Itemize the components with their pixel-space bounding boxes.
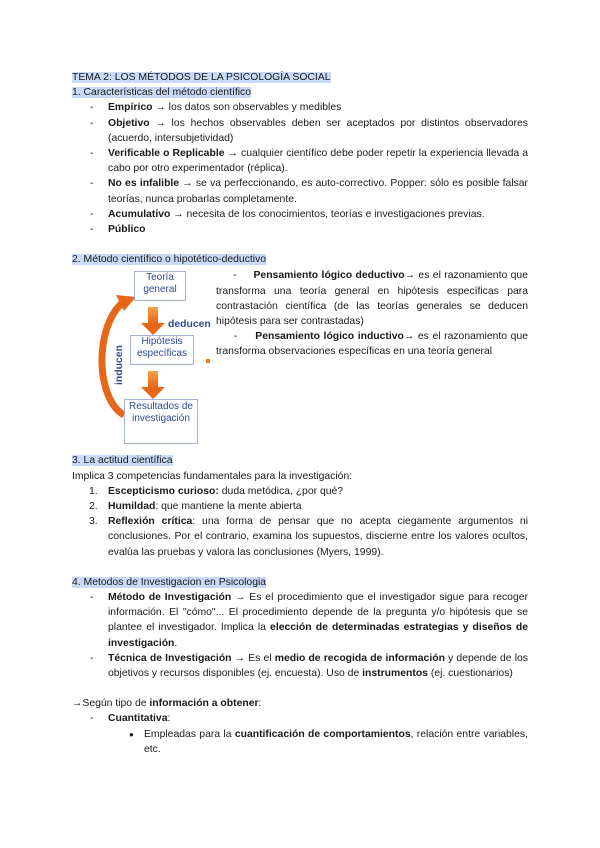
result-arrow-shaft [148, 371, 158, 387]
theory-box: Teoría general [134, 271, 186, 301]
section-1-heading: 1. Características del método científico [72, 87, 252, 99]
list-item: - Público [72, 222, 528, 237]
document-page [72, 70, 528, 757]
method-diagram-block [72, 267, 528, 453]
list-item: 3. Reflexión crítica: una forma de pensar que no acepta ciegamente argumentos ni conclusiones. Por el contrario, examina los supuestos, discierne entre los valores ocultos, evalúa las pruebas y valora las conclusiones (Myers, 1999). [89, 516, 529, 558]
document-title: TEMA 2: LOS MÉTODOS DE LA PSICOLOGÍA SOCIAL [72, 72, 331, 83]
hypotheses-box: Hipótesis específicas [130, 335, 194, 365]
section-4-heading: 4. Metodos de Investigacion en Psicologia [72, 576, 267, 588]
deduce-arrow-shaft [148, 307, 158, 323]
list-item: 2. Humildad: que mantiene la mente abierta [89, 501, 302, 513]
section-2-heading: 2. Método científico o hipotético-deductivo [72, 254, 267, 266]
list-item: 1. Escepticismo curioso: duda metódica, ¿por qué? [89, 485, 344, 497]
hypothetico-deductive-diagram [92, 269, 222, 447]
info-type-list [72, 711, 528, 726]
list-item: - Pensamiento lógico inductivo→ es el razonamiento que transforma observaciones específicas en una teoría general [216, 331, 528, 358]
section-1-list [72, 100, 528, 237]
info-type-intro: →Según tipo de información a obtener: [72, 698, 262, 710]
inducen-label: inducen [114, 345, 125, 386]
list-item: - No es infalible → se va perfeccionando, es auto-correctivo. Popper: sólo es posible falsar teorías, nunca probarlas completamente. [72, 176, 528, 206]
section-3-intro: Implica 3 competencias fundamentales para la investigación: [72, 470, 353, 482]
results-box: Resultados de investigación [124, 399, 198, 444]
deducen-label: deducen [168, 319, 211, 331]
section-3-list [72, 484, 528, 560]
list-item: - Acumulativo → necesita de los conocimientos, teorías e investigaciones previas. [72, 207, 528, 222]
section-4-list [72, 590, 528, 681]
list-item: - Técnica de Investigación → Es el medio de recogida de información y depende de los objetivos y recursos disponibles (ej. encuesta). Uso de instrumentos (ej. cuestionarios) [72, 651, 528, 681]
section-3-heading: 3. La actitud científica [72, 455, 173, 467]
list-item: - Cuantitativa: [72, 711, 528, 726]
reasoning-descriptions [216, 268, 528, 359]
list-item: - Empírico → los datos son observables y medibles [72, 100, 528, 115]
quantitative-bullets [72, 727, 528, 757]
list-item: - Método de Investigación → Es el procedimiento que el investigador sigue para recoger información. El "cómo"... El procedimiento depende de la pregunta y/o hipótesis que se plantee el investigador. Implica la elección de determinadas estrategias y diseños de investigación. [72, 590, 528, 651]
deduce-arrow-head [141, 323, 165, 335]
orange-dot [206, 359, 210, 363]
list-item: - Pensamiento lógico deductivo→ es el razonamiento que transforma una teoría general en hipótesis específicas para contrastación científica (de las teorías generales se deducen hipótesis para ser contrastadas) [216, 270, 528, 328]
result-arrow-head [141, 387, 165, 399]
list-item: - Objetivo → los hechos observables deben ser aceptados por distintos observadores (acuerdo, intersubjetividad) [72, 116, 528, 146]
list-item: ● Empleadas para la cuantificación de comportamientos, relación entre variables, etc. [72, 727, 528, 757]
list-item: - Verificable o Replicable → cualquier científico debe poder repetir la experiencia llevada a cabo por otro experimentador (réplica). [72, 146, 528, 176]
